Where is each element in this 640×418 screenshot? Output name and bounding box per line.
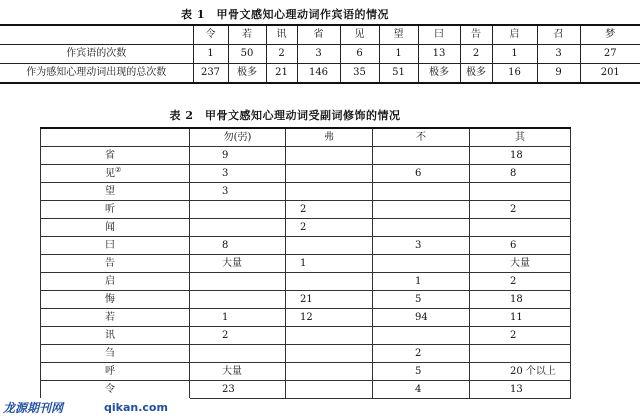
table1-header-cell: 望 [379,25,418,45]
table2-row [41,363,571,381]
table1-header-cell: 梦 [580,25,640,45]
table2-cell [190,291,286,309]
table2-cell [190,345,286,363]
table1-cell: 27 [580,45,640,64]
table2-row [41,219,571,237]
table1-cell: 极多 [460,64,492,84]
table2-cell: 13 [470,381,571,399]
table2-cell [373,201,470,219]
table1-cell: 50 [228,45,266,64]
table2-cell: 6 [470,237,571,255]
table1-row-label: 作为感知心理动词出现的总次数 [0,64,193,84]
table2-cell: 2 [470,273,571,291]
table2-cell: 2 [470,327,571,345]
table2-row-label: 见② [41,165,190,183]
table1-cell: 2 [266,45,297,64]
table1-cell: 2 [460,45,492,64]
table2-cell [286,327,373,345]
table1-caption: 表 1 甲骨文感知心理动词作宾语的情况 [181,8,389,21]
table2-cell: 94 [373,309,470,327]
table2-row-label: 听 [41,201,190,219]
table2-cell: 2 [286,201,373,219]
table2-cell [373,147,470,165]
table2-row-label: 悔 [41,291,190,309]
table2-row [41,291,571,309]
table2-cell [286,183,373,201]
table1-header-cell: 若 [228,25,266,45]
table2-cell: 3 [190,183,286,201]
table2-cell: 大量 [470,255,571,273]
table2-cell [286,363,373,381]
table1-cell: 146 [297,64,340,84]
table2-cell: 20 个以上 [470,363,571,381]
table2-cell: 5 [373,363,470,381]
table1-cell: 极多 [228,64,266,84]
table2-row-label: 讯 [41,327,190,345]
table1-row [0,64,640,84]
table2-cell: 8 [470,165,571,183]
table2-cell: 11 [470,309,571,327]
table1-cell: 16 [492,64,537,84]
table2-cell [373,183,470,201]
table2-cell: 4 [373,381,470,399]
table2-row-label: 呼 [41,363,190,381]
watermark [0,398,190,418]
table2-cell: 大量 [190,255,286,273]
table1-cell: 1 [193,45,228,64]
table2-row-label: 令 [41,381,190,399]
table1-cell: 51 [379,64,418,84]
table2-row-label: 曰 [41,237,190,255]
table2-cell [373,219,470,237]
table2-cell [470,183,571,201]
table2-cell [373,255,470,273]
table2-row [41,147,571,165]
table2-cell [190,273,286,291]
table1-row-label: 作宾语的次数 [0,45,193,64]
table1-header-cell: 讯 [266,25,297,45]
table2-row-label: 启 [41,273,190,291]
table1-header-cell: 告 [460,25,492,45]
table2-row [41,273,571,291]
footnote-mark: ② [115,166,122,175]
table2-cell [286,165,373,183]
table1 [0,24,640,84]
table1-cell: 3 [297,45,340,64]
table2-row [41,237,571,255]
table2-cell: 23 [190,381,286,399]
table2-row [41,165,571,183]
table1-header-cell [0,25,193,45]
table2-row [41,309,571,327]
table2-header-cell [41,128,190,147]
watermark-brand: 龙源期刊网 [3,401,64,415]
table1-cell: 极多 [418,64,460,84]
table2-cell [286,345,373,363]
table1-cell: 35 [340,64,379,84]
table1-cell: 1 [379,45,418,64]
table2-row [41,183,571,201]
table2-cell: 21 [286,291,373,309]
table1-header-cell: 启 [492,25,537,45]
table2-cell: 18 [470,291,571,309]
table2-row-label: 刍 [41,345,190,363]
table2-cell: 3 [373,237,470,255]
table2-cell: 2 [190,327,286,345]
table2-header-cell: 不 [373,128,470,147]
table2-cell: 9 [190,147,286,165]
table1-header-cell: 令 [193,25,228,45]
table2-row-label: 闻 [41,219,190,237]
table2-row-label: 望 [41,183,190,201]
table2 [40,127,571,399]
table2-header-cell: 弗 [286,128,373,147]
table2-cell: 12 [286,309,373,327]
table2-row [41,381,571,399]
table2-header-cell: 其 [470,128,571,147]
table2-row [41,201,571,219]
table2-cell: 1 [190,309,286,327]
table1-cell: 13 [418,45,460,64]
table1-cell: 9 [537,64,580,84]
table2-cell: 18 [470,147,571,165]
table2-cell [286,147,373,165]
table2-cell [190,219,286,237]
table2-cell [190,201,286,219]
table1-header-cell: 见 [340,25,379,45]
table2-cell: 3 [190,165,286,183]
table2-cell [470,219,571,237]
table1-cell: 3 [537,45,580,64]
table2-row-label: 告 [41,255,190,273]
table2-cell [373,327,470,345]
table2-cell: 2 [470,201,571,219]
table1-header-cell: 省 [297,25,340,45]
table2-cell: 1 [373,273,470,291]
table2-cell: 2 [286,219,373,237]
table2-row [41,255,571,273]
table2-row [41,327,571,345]
table1-header-row [0,25,640,45]
table1-cell: 201 [580,64,640,84]
table1-cell: 6 [340,45,379,64]
table2-cell: 大量 [190,363,286,381]
table2-cell [286,381,373,399]
table2-row [41,345,571,363]
table2-cell [286,273,373,291]
table2-row-label: 若 [41,309,190,327]
table2-caption: 表 2 甲骨文感知心理动词受副词修饰的情况 [169,109,401,122]
table1-cell: 21 [266,64,297,84]
table2-cell: 2 [373,345,470,363]
table2-cell: 8 [190,237,286,255]
table2-cell [286,237,373,255]
watermark-url: qikan.com [104,401,168,414]
table2-header-row [41,128,571,147]
table1-row [0,45,640,64]
table2-header-cell: 勿(弜) [190,128,286,147]
table1-cell: 237 [193,64,228,84]
table2-cell: 6 [373,165,470,183]
table1-header-cell: 曰 [418,25,460,45]
table1-cell: 1 [492,45,537,64]
table2-cell: 5 [373,291,470,309]
table2-row-label: 省 [41,147,190,165]
table2-cell: 1 [286,255,373,273]
table1-header-cell: 召 [537,25,580,45]
table2-cell [470,345,571,363]
